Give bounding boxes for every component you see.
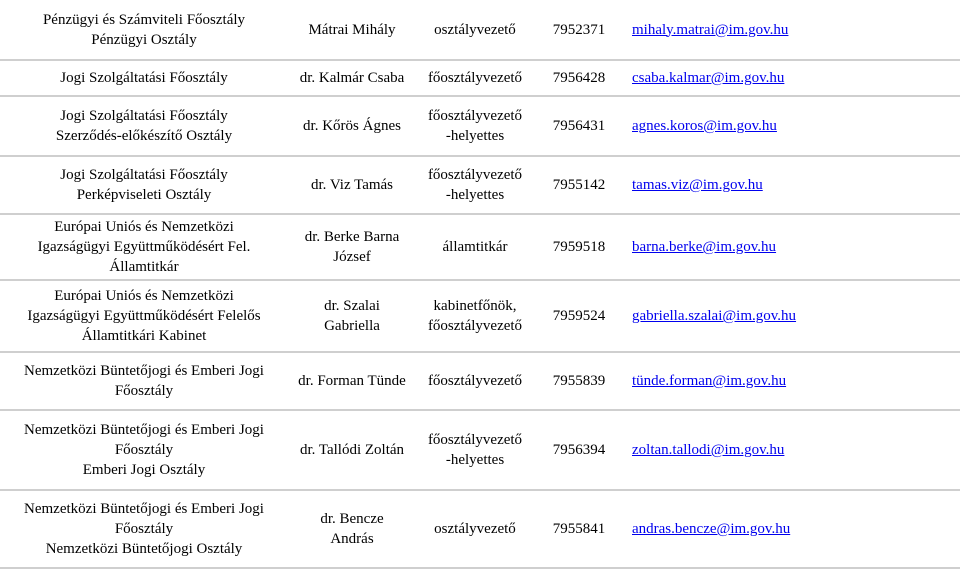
table-row <box>0 280 960 352</box>
email-cell <box>624 352 960 410</box>
email-cell <box>624 0 960 60</box>
phone-cell: 7952371 <box>552 21 606 38</box>
name-cell <box>288 0 416 60</box>
position-cell-line: kabinetfőnök, <box>433 298 517 314</box>
email-link[interactable]: tünde.forman@im.gov.hu <box>632 373 787 389</box>
department-cell <box>0 214 288 280</box>
table-row <box>0 352 960 410</box>
department-cell-line: Államtitkár <box>109 259 179 275</box>
email-link[interactable]: barna.berke@im.gov.hu <box>632 239 777 255</box>
department-cell-line: Perképviseleti Osztály <box>76 187 212 203</box>
department-cell-line: Nemzetközi Büntetőjogi és Emberi Jogi <box>24 422 264 438</box>
position-cell <box>416 96 534 156</box>
phone-cell: 7955142 <box>552 177 606 193</box>
email-link[interactable]: agnes.koros@im.gov.hu <box>632 118 777 134</box>
table-row <box>0 60 960 96</box>
position-cell-line: államtitkár <box>442 239 508 255</box>
position-cell-line: osztályvezető <box>434 521 516 537</box>
email-cell <box>624 60 960 96</box>
email-link[interactable]: mihaly.matrai@im.gov.hu <box>632 21 789 38</box>
department-cell-line: Pénzügyi és Számviteli Főosztály <box>42 11 246 28</box>
table-row <box>0 96 960 156</box>
department-cell-line: Jogi Szolgáltatási Főosztály <box>60 70 228 86</box>
department-cell <box>0 96 288 156</box>
position-cell-line: főosztályvezető <box>427 167 523 183</box>
name-cell-line: Gabriella <box>324 318 380 334</box>
table-row <box>0 0 960 60</box>
department-cell-line: Nemzetközi Büntetőjogi és Emberi Jogi <box>24 363 264 379</box>
email-link[interactable]: tamas.viz@im.gov.hu <box>632 177 763 193</box>
email-cell <box>624 490 960 568</box>
position-cell <box>416 0 534 60</box>
email-cell <box>624 156 960 214</box>
department-cell <box>0 156 288 214</box>
position-cell <box>416 156 534 214</box>
department-cell-line: Jogi Szolgáltatási Főosztály <box>60 167 228 183</box>
email-cell <box>624 214 960 280</box>
name-cell <box>288 60 416 96</box>
position-cell <box>416 410 534 490</box>
table-row <box>0 214 960 280</box>
position-cell <box>416 352 534 410</box>
email-link[interactable]: csaba.kalmar@im.gov.hu <box>632 70 785 86</box>
name-cell-line: András <box>330 531 374 547</box>
name-cell <box>288 96 416 156</box>
position-cell-line: főosztályvezető <box>427 373 523 389</box>
name-cell-line: dr. Kőrös Ágnes <box>303 118 401 134</box>
name-cell-line: dr. Berke Barna <box>304 229 400 245</box>
position-cell-line: főosztályvezető <box>427 70 523 86</box>
department-cell-line: Nemzetközi Büntetőjogi Osztály <box>45 541 243 557</box>
position-cell-line: főosztályvezető <box>427 108 523 124</box>
department-cell-line: Igazságügyi Együttműködésért Fel. <box>37 239 251 255</box>
table-row <box>0 490 960 568</box>
phone-cell: 7959518 <box>552 239 606 255</box>
department-cell-line: Európai Uniós és Nemzetközi <box>54 219 234 235</box>
phone-cell: 7956394 <box>552 442 606 458</box>
email-cell <box>624 280 960 352</box>
department-cell <box>0 60 288 96</box>
name-cell <box>288 410 416 490</box>
department-cell-line: Főosztály <box>114 521 174 537</box>
name-cell-line: dr. Bencze <box>320 511 384 527</box>
table-row <box>0 410 960 490</box>
department-cell-line: Igazságügyi Együttműködésért Felelős <box>27 308 261 324</box>
position-cell <box>416 214 534 280</box>
department-cell <box>0 0 288 60</box>
phone-cell: 7956431 <box>552 118 606 134</box>
department-cell-line: Szerződés-előkészítő Osztály <box>55 128 233 144</box>
department-cell <box>0 352 288 410</box>
department-cell <box>0 280 288 352</box>
name-cell-line: dr. Viz Tamás <box>310 177 394 193</box>
department-cell-line: Pénzügyi Osztály <box>91 31 197 48</box>
email-link[interactable]: zoltan.tallodi@im.gov.hu <box>632 442 785 458</box>
name-cell-line: dr. Tallódi Zoltán <box>299 442 405 458</box>
name-cell-line: dr. Szalai <box>324 298 380 314</box>
department-cell-line: Főosztály <box>114 442 174 458</box>
phone-cell: 7955841 <box>552 521 606 537</box>
position-cell <box>416 490 534 568</box>
department-cell <box>0 490 288 568</box>
table-row <box>0 156 960 214</box>
position-cell-line: főosztályvezető <box>427 318 523 334</box>
name-cell <box>288 214 416 280</box>
department-cell <box>0 410 288 490</box>
position-cell-line: főosztályvezető <box>427 432 523 448</box>
name-cell <box>288 490 416 568</box>
email-cell <box>624 96 960 156</box>
name-cell <box>288 352 416 410</box>
position-cell-line: -helyettes <box>445 128 505 144</box>
department-cell-line: Főosztály <box>114 383 174 399</box>
phone-cell: 7956428 <box>552 70 606 86</box>
email-cell <box>624 410 960 490</box>
department-cell-line: Európai Uniós és Nemzetközi <box>54 288 234 304</box>
name-cell-line: dr. Forman Tünde <box>298 373 406 389</box>
position-cell-line: -helyettes <box>445 452 505 468</box>
name-cell-line: Mátrai Mihály <box>308 21 396 38</box>
name-cell-line: dr. Kalmár Csaba <box>299 70 405 86</box>
position-cell-line: osztályvezető <box>434 21 516 38</box>
name-cell <box>288 280 416 352</box>
phone-cell: 7955839 <box>552 373 606 389</box>
position-cell-line: -helyettes <box>445 187 505 203</box>
phone-cell: 7959524 <box>552 308 606 324</box>
name-cell-line: József <box>333 249 371 265</box>
position-cell <box>416 60 534 96</box>
department-cell-line: Államtitkári Kabinet <box>81 328 207 344</box>
department-cell-line: Jogi Szolgáltatási Főosztály <box>60 108 228 124</box>
department-cell-line: Nemzetközi Büntetőjogi és Emberi Jogi <box>24 501 264 517</box>
email-link[interactable]: gabriella.szalai@im.gov.hu <box>632 308 797 324</box>
department-cell-line: Emberi Jogi Osztály <box>82 462 206 478</box>
email-link[interactable]: andras.bencze@im.gov.hu <box>632 521 791 537</box>
position-cell <box>416 280 534 352</box>
name-cell <box>288 156 416 214</box>
